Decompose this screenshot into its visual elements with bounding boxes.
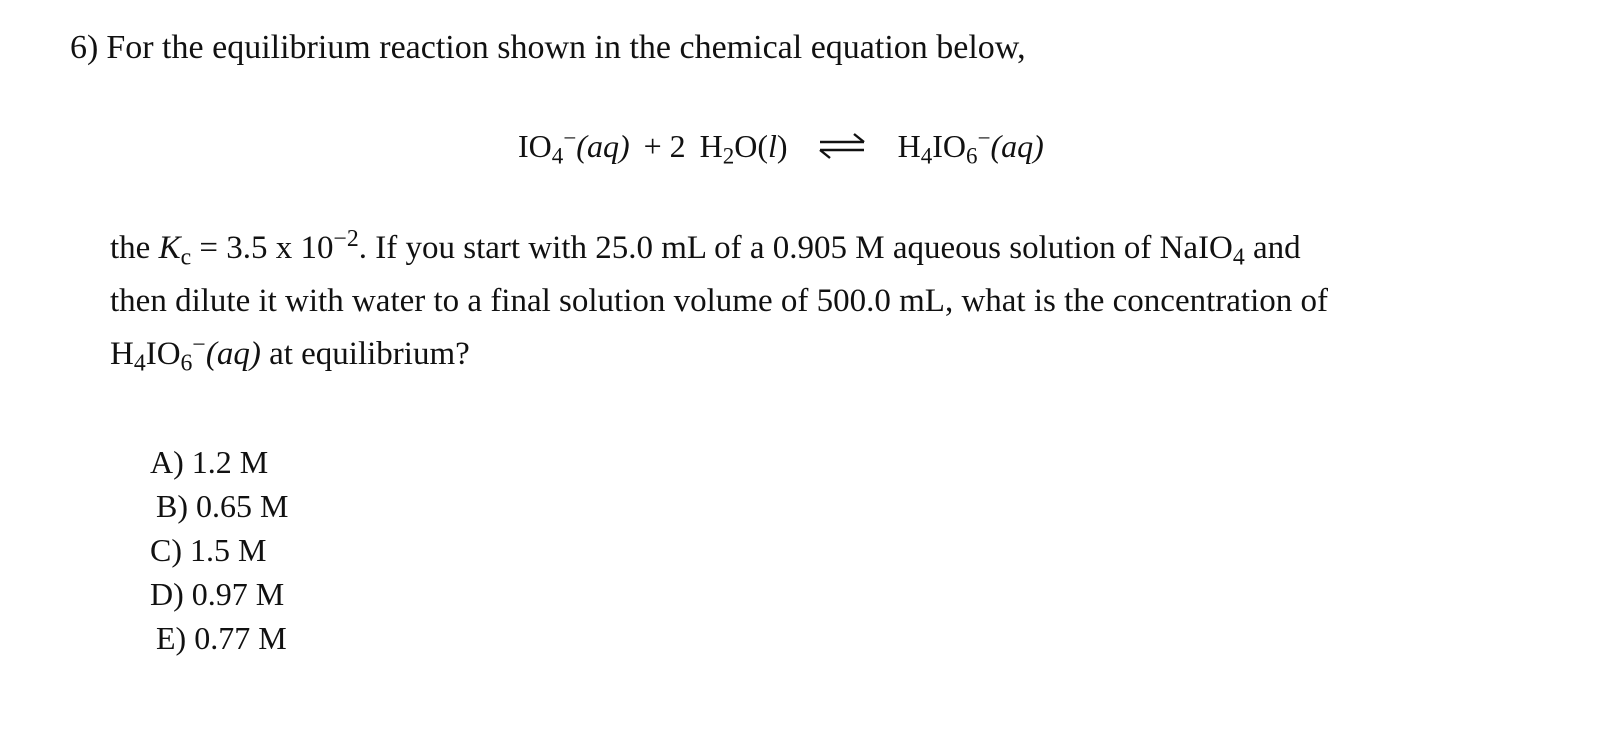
k-value: = 3.5 x 10: [191, 230, 334, 266]
reactant-water: [700, 124, 788, 168]
choice-b[interactable]: [150, 484, 288, 528]
product-subscript-a: 4: [920, 142, 933, 169]
choice-d-text: 0.97 M: [191, 576, 285, 612]
reactant2-state-open: (: [757, 128, 769, 164]
line3-end: at equilibrium?: [260, 336, 470, 372]
product-subscript-b: 6: [965, 142, 978, 169]
product-orthoperiodate: [898, 124, 1044, 168]
body-line1-mid: . If you start with 25.0 mL of a 0.905 M aqueous solution of NaIO: [358, 230, 1233, 266]
choice-e[interactable]: [150, 616, 288, 660]
line3-io: IO: [145, 336, 181, 372]
chemical-equation: [518, 124, 1044, 168]
body-line-3: [110, 328, 1570, 381]
reactant2-subscript: 2: [722, 142, 735, 169]
choice-e-text: 0.77 M: [194, 620, 287, 656]
question-number: 6): [70, 29, 99, 66]
k-exponent: −2: [333, 226, 359, 253]
k-subscript: c: [180, 244, 192, 271]
question-prompt: For the equilibrium reaction shown in the chemical equation below,: [106, 29, 1026, 66]
body-line-2: then dilute it with water to a final solution volume of 500.0 mL, what is the concentration of: [110, 283, 1328, 319]
equilibrium-arrows-icon: [816, 128, 870, 158]
line3-subscript-a: 4: [133, 350, 146, 377]
choice-c-letter: C): [150, 532, 182, 568]
body-line-1: [110, 222, 1570, 275]
line3-charge: −: [192, 332, 206, 359]
choice-d-letter: D): [150, 576, 184, 612]
reactant2-formula-b: O: [734, 128, 758, 164]
choice-c[interactable]: [150, 528, 288, 572]
body-line1-pre: the: [110, 230, 159, 266]
line3-h: H: [110, 336, 134, 372]
choice-d[interactable]: [150, 572, 288, 616]
product-formula-a: H: [897, 128, 921, 164]
choice-a[interactable]: [150, 440, 288, 484]
choice-a-text: 1.2 M: [191, 444, 269, 480]
question-header: [70, 26, 1026, 70]
plus-coefficient: + 2: [643, 128, 686, 164]
product-formula-b: IO: [932, 128, 966, 164]
line3-subscript-b: 6: [180, 350, 193, 377]
body-line1-end: and: [1244, 230, 1301, 266]
answer-choices: [150, 440, 288, 660]
choice-b-text: 0.65 M: [196, 488, 289, 524]
k-symbol: K: [158, 230, 181, 266]
reactant2-state: l: [768, 128, 777, 164]
naio-subscript: 4: [1232, 244, 1245, 271]
reactant1-state: (aq): [576, 128, 630, 164]
question-body: [110, 222, 1570, 381]
reactant1-formula: IO: [518, 128, 552, 164]
reactant1-charge: −: [563, 124, 577, 151]
reactant1-subscript: 4: [551, 142, 564, 169]
reactant2-state-close: ): [776, 128, 788, 164]
product-charge: −: [977, 124, 991, 151]
choice-e-letter: E): [156, 620, 187, 656]
line3-state: (aq): [205, 336, 261, 372]
reactant2-formula-a: H: [699, 128, 723, 164]
choice-a-letter: A): [150, 444, 184, 480]
product-state: (aq): [990, 128, 1044, 164]
choice-c-text: 1.5 M: [190, 532, 267, 568]
reactant-periodate: [518, 124, 630, 168]
choice-b-letter: B): [156, 488, 188, 524]
